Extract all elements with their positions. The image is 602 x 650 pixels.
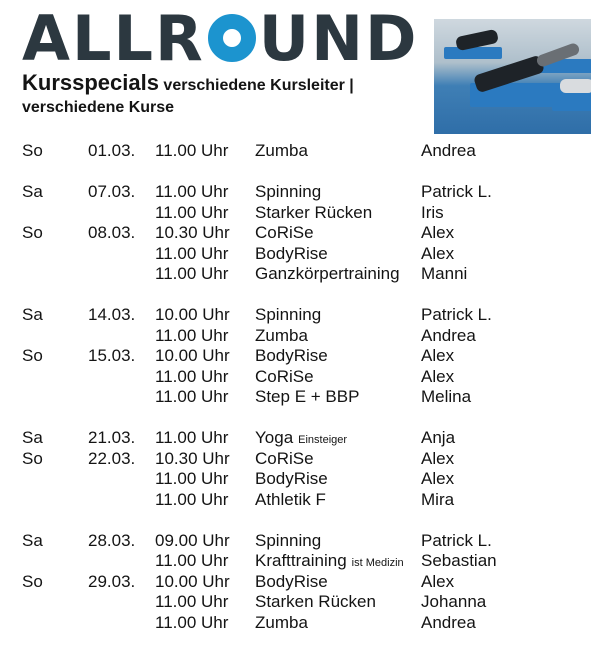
row-leader: Sebastian: [421, 551, 497, 570]
row-time: 11.00 Uhr: [155, 592, 229, 611]
row-time: 11.00 Uhr: [155, 264, 229, 283]
row-time: 11.00 Uhr: [155, 243, 229, 263]
row-day: Sa: [22, 428, 43, 447]
schedule-row: [0, 449, 602, 470]
row-time: 11.00 Uhr: [155, 141, 229, 160]
schedule-row: [0, 203, 602, 224]
row-course: Athletik F: [255, 489, 326, 509]
schedule-row: [0, 387, 602, 408]
row-time: 10.00 Uhr: [155, 571, 230, 591]
row-course: Spinning: [255, 305, 322, 324]
allround-logo: [22, 2, 432, 75]
row-time: 11.00 Uhr: [155, 182, 229, 201]
row-course: Ganzkörpertraining: [255, 264, 400, 283]
row-time: 11.00 Uhr: [155, 489, 229, 509]
row-leader: Johanna: [421, 592, 487, 611]
row-date: 01.03.: [88, 141, 136, 160]
row-course-note: ist Medizin: [351, 557, 404, 569]
row-date: 08.03.: [88, 223, 136, 242]
page-header: [22, 72, 417, 119]
row-time: 10.30 Uhr: [155, 448, 230, 468]
person-shape: [560, 79, 591, 93]
row-date: 15.03.: [88, 346, 136, 365]
schedule-row: [0, 469, 602, 490]
row-course: Zumba: [255, 612, 308, 632]
schedule-row: [0, 326, 602, 347]
schedule-row: [0, 182, 602, 203]
schedule-row: [0, 244, 602, 265]
row-leader: Melina: [421, 387, 472, 406]
course-schedule: [0, 141, 602, 633]
row-day: So: [22, 223, 43, 242]
row-leader: Andrea: [421, 141, 476, 160]
row-leader: Alex: [421, 243, 455, 263]
row-leader: Manni: [421, 264, 468, 283]
row-leader: Alex: [421, 469, 455, 488]
row-date: 14.03.: [88, 305, 136, 324]
page-title: Kursspecials: [22, 70, 159, 95]
row-day: Sa: [22, 182, 43, 201]
schedule-row: [0, 141, 602, 162]
logo-ring-o-icon: [208, 14, 256, 62]
row-leader: Anja: [421, 428, 456, 447]
row-time: 11.00 Uhr: [155, 202, 229, 222]
row-course: BodyRise: [255, 346, 328, 365]
row-date: 21.03.: [88, 428, 136, 447]
schedule-row: [0, 367, 602, 388]
row-date: 29.03.: [88, 571, 136, 591]
schedule-row: [0, 346, 602, 367]
row-course: Starker Rücken: [255, 202, 373, 222]
row-time: 10.00 Uhr: [155, 346, 230, 365]
row-day: Sa: [22, 530, 43, 550]
row-course: Krafttraining ist Medizin: [255, 551, 404, 570]
row-course: Zumba: [255, 325, 308, 345]
row-day: So: [22, 141, 43, 160]
row-time: 11.00 Uhr: [155, 469, 229, 488]
row-time: 09.00 Uhr: [155, 530, 230, 550]
row-leader: Andrea: [421, 612, 476, 632]
row-leader: Alex: [421, 448, 455, 468]
row-leader: Andrea: [421, 325, 476, 345]
schedule-row: [0, 551, 602, 572]
row-leader: Alex: [421, 346, 455, 365]
row-course: Zumba: [255, 141, 308, 160]
row-day: So: [22, 448, 43, 468]
schedule-row: [0, 592, 602, 613]
row-day: So: [22, 571, 43, 591]
row-time: 11.00 Uhr: [155, 325, 229, 345]
schedule-row: [0, 428, 602, 449]
row-leader: Mira: [421, 489, 455, 509]
page-subtitle-a: verschiedene Kursleiter |: [163, 77, 354, 94]
row-course: CoRiSe: [255, 366, 314, 386]
row-leader: Alex: [421, 366, 455, 386]
logo-text-start: ALLR: [22, 2, 205, 75]
header-line-1: [22, 72, 417, 97]
logo-text-end: UND: [258, 2, 419, 75]
row-course: Spinning: [255, 182, 322, 201]
mat-shape: [444, 47, 502, 59]
schedule-row: [0, 223, 602, 244]
row-leader: Alex: [421, 223, 455, 242]
row-time: 11.00 Uhr: [155, 612, 229, 632]
row-course-note: Einsteiger: [298, 434, 348, 446]
schedule-row: [0, 490, 602, 511]
row-time: 10.30 Uhr: [155, 223, 230, 242]
row-course: Starken Rücken: [255, 592, 376, 611]
row-course: BodyRise: [255, 571, 328, 591]
row-leader: Alex: [421, 571, 455, 591]
row-course: CoRiSe: [255, 223, 314, 242]
row-time: 11.00 Uhr: [155, 551, 229, 570]
row-course: BodyRise: [255, 243, 328, 263]
row-date: 22.03.: [88, 448, 136, 468]
row-course: Spinning: [255, 530, 322, 550]
row-leader: Patrick L.: [421, 305, 492, 324]
row-leader: Patrick L.: [421, 182, 492, 201]
row-time: 11.00 Uhr: [155, 366, 229, 386]
fitness-class-photo: [434, 19, 591, 134]
row-time: 11.00 Uhr: [155, 428, 229, 447]
row-leader: Patrick L.: [421, 530, 492, 550]
row-course: Yoga Einsteiger: [255, 428, 348, 447]
row-day: Sa: [22, 305, 43, 324]
row-date: 07.03.: [88, 182, 136, 201]
page-subtitle-b: verschiedene Kurse: [22, 99, 175, 116]
row-course: CoRiSe: [255, 448, 314, 468]
schedule-row: [0, 572, 602, 593]
row-day: So: [22, 346, 43, 365]
schedule-row: [0, 531, 602, 552]
row-time: 10.00 Uhr: [155, 305, 230, 324]
row-course: BodyRise: [255, 469, 328, 488]
row-date: 28.03.: [88, 530, 136, 550]
schedule-row: [0, 305, 602, 326]
row-course: Step E + BBP: [255, 387, 360, 406]
schedule-row: [0, 613, 602, 634]
row-time: 11.00 Uhr: [155, 387, 229, 406]
row-leader: Iris: [421, 202, 444, 222]
schedule-row: [0, 264, 602, 285]
